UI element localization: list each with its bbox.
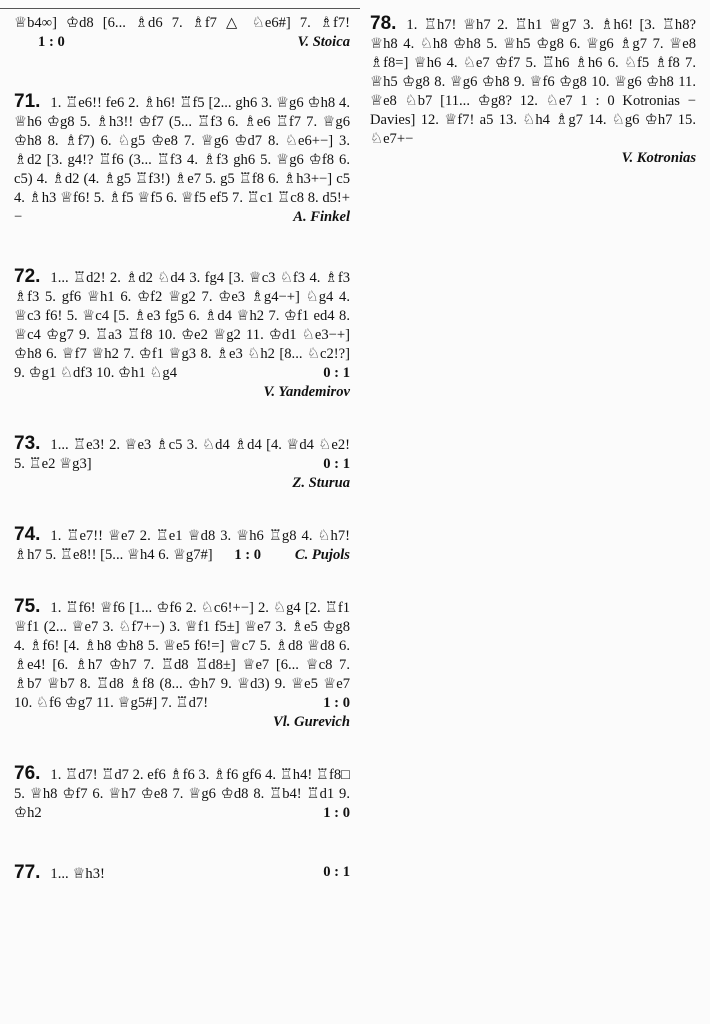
entry-continued — [14, 14, 350, 52]
result: 0 : 1 — [323, 365, 350, 381]
entry-number: 75. — [14, 596, 41, 617]
entry-75 — [14, 597, 350, 732]
author-credit: A. Finkel — [293, 209, 350, 225]
result: 1 : 0 — [38, 34, 65, 50]
author-credit: V. Yandemirov — [263, 384, 350, 400]
spacer — [14, 402, 350, 434]
entry-text: 1... ♖e3! 2. ♕e3 ♗c5 3. ♘d4 ♗d4 [4. ♕d4 ♘e2! 5. ♖e2 ♕g3] — [14, 437, 350, 472]
entry-text: ♕b4∞] ♔d8 [6... ♗d6 7. ♗f7 △ ♘e6#] 7. ♗f7! — [14, 15, 350, 31]
entry-number: 76. — [14, 763, 41, 784]
entry-74 — [14, 525, 350, 565]
entry-text: 1. ♖e6!! fe6 2. ♗h6! ♖f5 [2... gh6 3. ♕g6 ♔h8 4. ♕h6 ♔g8 5. ♗h3!! ♔f7 (5... ♖f3 6. ♗e6 ♖f7 7. ♕g6 ♔h8 8. ♗f7) 6. ♘g5 ♔e8 7. ♕g6 ♔d7 8. ♘e6+−] 3. ♗d2 [3. g4!? ♖f6 (3... ♖f3 4. ♗f3 gh6 5. ♕g6 ♔f8 6. c5) 4. ♗d2 (4. ♗g5 ♖f3!) ♗e7 5. g5 ♖f8 6. ♗h3+−] c5 4. ♗h3 ♕f6! 5. ♗f5 ♕f5 6. ♕f5 ef5 7. ♖c1 ♖c8 8. d5!+− — [14, 95, 350, 225]
spacer — [14, 565, 350, 597]
result: 1 : 0 — [234, 547, 262, 563]
entry-number: 73. — [14, 433, 41, 454]
entry-text: 1. ♖h7! ♕h7 2. ♖h1 ♕g7 3. ♗h6! [3. ♖h8? ♕h8 4. ♘h8 ♔h8 5. ♕h5 ♔g8 6. ♕g6 ♗g7 7. ♕e8 ♗f8=] ♕h6 4. ♘e7 ♔f7 5. ♖h6 ♗h6 6. ♘f5 ♗f8 7. ♕h5 ♔g8 8. ♕g6 ♔h8 9. ♕f6 ♔g8 10. ♕g6 ♔h8 11. ♕e8 ♘b7 [11... ♔g8? 12. ♘e7 1 : 0 Kotronias − Davies] 12. ♕f7! a5 13. ♘h4 ♗g7 14. ♘g6 ♔h7 15. ♘e7+− — [370, 17, 696, 147]
top-rule — [0, 8, 360, 9]
left-column — [14, 14, 350, 884]
entry-number: 78. — [370, 13, 397, 34]
entry-text: 1... ♕h3! — [50, 866, 105, 882]
entry-72 — [14, 267, 350, 402]
entry-73 — [14, 434, 350, 493]
author-credit: Z. Sturua — [292, 475, 350, 491]
entry-text: 1. ♖f6! ♕f6 [1... ♔f6 2. ♘c6!+−] 2. ♘g4 [2. ♖f1 ♕f1 (2... ♕e7 3. ♘f7+−) 3. ♕f1 f5±] ♕e7 3. ♗e5 ♔g8 4. ♗f6! [4. ♗h8 ♔h8 5. ♕e5 f6!=] ♕c7 5. ♗d8 ♕d8 6. ♗e4! [6. ♗h7 ♔h7 7. ♖d8 ♖d8±] ♕e7 [6... ♕c8 7. ♗b7 ♕b7 8. ♖d8 ♗f8 (8... ♔h7 9. ♕d3) 9. ♕e5 ♕e7 10. ♘f6 ♔g7 11. ♕g5#] 7. ♖d7! — [14, 600, 350, 711]
spacer — [14, 732, 350, 764]
author-credit: V. Kotronias — [621, 150, 696, 166]
entry-78 — [370, 14, 696, 168]
author-credit: Vl. Gurevich — [272, 714, 350, 730]
entry-text: 1... ♖d2! 2. ♗d2 ♘d4 3. fg4 [3. ♕c3 ♘f3 4. ♗f3 ♗f3 5. gf6 ♕h1 6. ♔f2 ♕g2 7. ♔e3 ♗g4−+] ♘g4 4. ♕c3 f6! 5. ♕c4 [5. ♗e3 fg5 6. ♗d4 ♕h2 7. ♔f1 ed4 8. ♕c4 ♔g7 9. ♖a3 ♖f8 10. ♔e2 ♕g2 11. ♔d1 ♘e3−+] ♔h8 6. ♕f7 ♕h2 7. ♔f1 ♕g3 8. ♗e3 ♘h2 [8... ♘c2!?] 9. ♔g1 ♘df3 10. ♔h1 ♘g4 — [14, 270, 350, 381]
entry-number: 74. — [14, 524, 41, 545]
author-credit: C. Pujols — [294, 547, 350, 563]
spacer — [14, 493, 350, 525]
spacer — [14, 823, 350, 863]
spacer — [14, 227, 350, 267]
result: 1 : 0 — [323, 805, 350, 821]
entry-71 — [14, 92, 350, 227]
result: 0 : 1 — [323, 864, 350, 880]
result: 0 : 1 — [323, 456, 350, 472]
entry-number: 77. — [14, 862, 41, 883]
entry-text: 1. ♖e7!! ♕e7 2. ♖e1 ♕d8 3. ♕h6 ♖g8 4. ♘h7! ♗h7 5. ♖e8!! [5... ♕h4 6. ♕g7#] — [14, 528, 350, 563]
spacer — [14, 54, 350, 92]
entry-number: 72. — [14, 266, 41, 287]
entry-text: 1. ♖d7! ♖d7 2. ef6 ♗f6 3. ♗f6 gf6 4. ♖h4! ♖f8□ 5. ♕h8 ♔f7 6. ♕h7 ♔e8 7. ♕g6 ♔d8 8. ♖b4! ♖d1 9. ♔h2 — [14, 767, 350, 821]
entry-number: 71. — [14, 91, 41, 112]
entry-77 — [14, 863, 350, 884]
author-credit: V. Stoica — [297, 34, 350, 50]
result: 1 : 0 — [323, 695, 350, 711]
right-column — [370, 14, 696, 168]
entry-76 — [14, 764, 350, 823]
